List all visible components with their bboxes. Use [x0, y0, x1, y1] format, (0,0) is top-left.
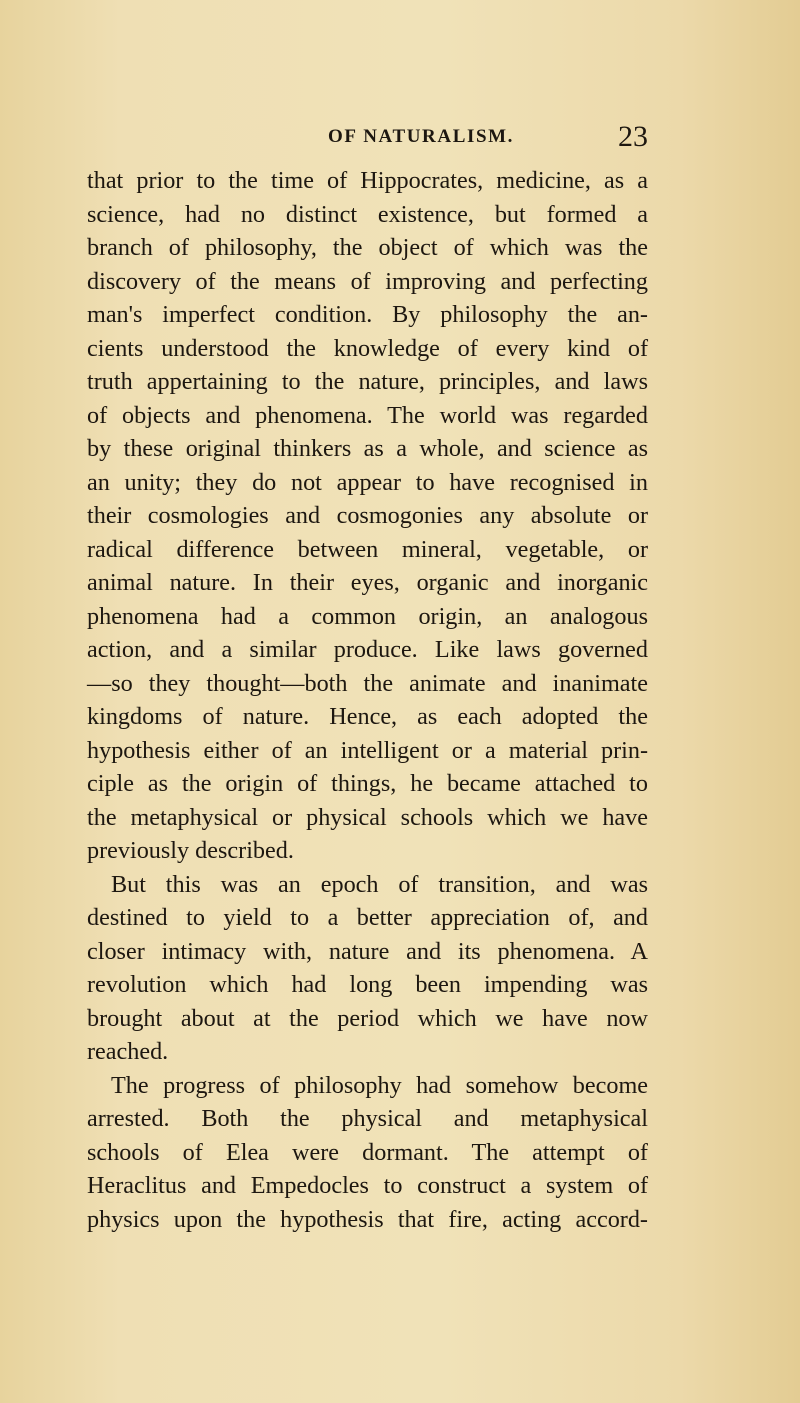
text-line: action, and a similar produce. Like laws governed [87, 636, 648, 663]
text-line: man's imperfect condition. By philosophy the an- [87, 301, 648, 328]
text-line: discovery of the means of improving and perfecting [87, 267, 648, 295]
text-line: phenomena had a common origin, an analogous [87, 602, 648, 630]
text-line: revolution which had long been impending was [87, 971, 648, 998]
text-line: —so they thought—both the animate and inanimate [87, 669, 648, 697]
page-number: 23 [618, 120, 648, 153]
text-line: brought about at the period which we have now [87, 1004, 648, 1032]
text-line: their cosmologies and cosmogonies any absolute or [87, 502, 648, 529]
text-line: cients understood the knowledge of every kind of [87, 334, 648, 362]
text-line: schools of Elea were dormant. The attempt of [87, 1138, 648, 1166]
text-line: ciple as the origin of things, he became attached to [87, 770, 648, 797]
text-line: animal nature. In their eyes, organic and inorganic [87, 569, 648, 596]
text-line: by these original thinkers as a whole, and science as [87, 435, 648, 462]
text-line: hypothesis either of an intelligent or a material prin- [87, 736, 648, 764]
text-line: radical difference between mineral, vegetable, or [87, 535, 648, 563]
text-line: closer intimacy with, nature and its phenomena. A [87, 937, 648, 965]
text-line: science, had no distinct existence, but formed a [87, 200, 648, 228]
text-line: that prior to the time of Hippocrates, medicine, as a [87, 167, 648, 194]
paragraph-start-line: The progress of philosophy had somehow become [111, 1071, 648, 1099]
text-line: an unity; they do not appear to have recognised in [87, 468, 648, 496]
paragraph-end-line: previously described. [87, 837, 294, 864]
running-head [88, 122, 648, 152]
text-line: Heraclitus and Empedocles to construct a system of [87, 1172, 648, 1199]
paragraph-end-line: reached. [87, 1038, 169, 1065]
body-text [87, 164, 648, 1236]
text-line: destined to yield to a better appreciation of, and [87, 904, 648, 931]
running-head-title: OF NATURALISM. [328, 126, 515, 147]
text-line: arrested. Both the physical and metaphysical [87, 1105, 648, 1132]
text-line: kingdoms of nature. Hence, as each adopted the [87, 703, 648, 730]
paragraph-start-line: But this was an epoch of transition, and was [111, 870, 648, 898]
text-line: physics upon the hypothesis that fire, acting accord- [87, 1205, 648, 1233]
text-line: of objects and phenomena. The world was regarded [87, 401, 648, 429]
text-line: truth appertaining to the nature, principles, and laws [87, 368, 648, 395]
text-line: the metaphysical or physical schools which we have [87, 803, 648, 831]
text-line: branch of philosophy, the object of which was the [87, 234, 648, 261]
